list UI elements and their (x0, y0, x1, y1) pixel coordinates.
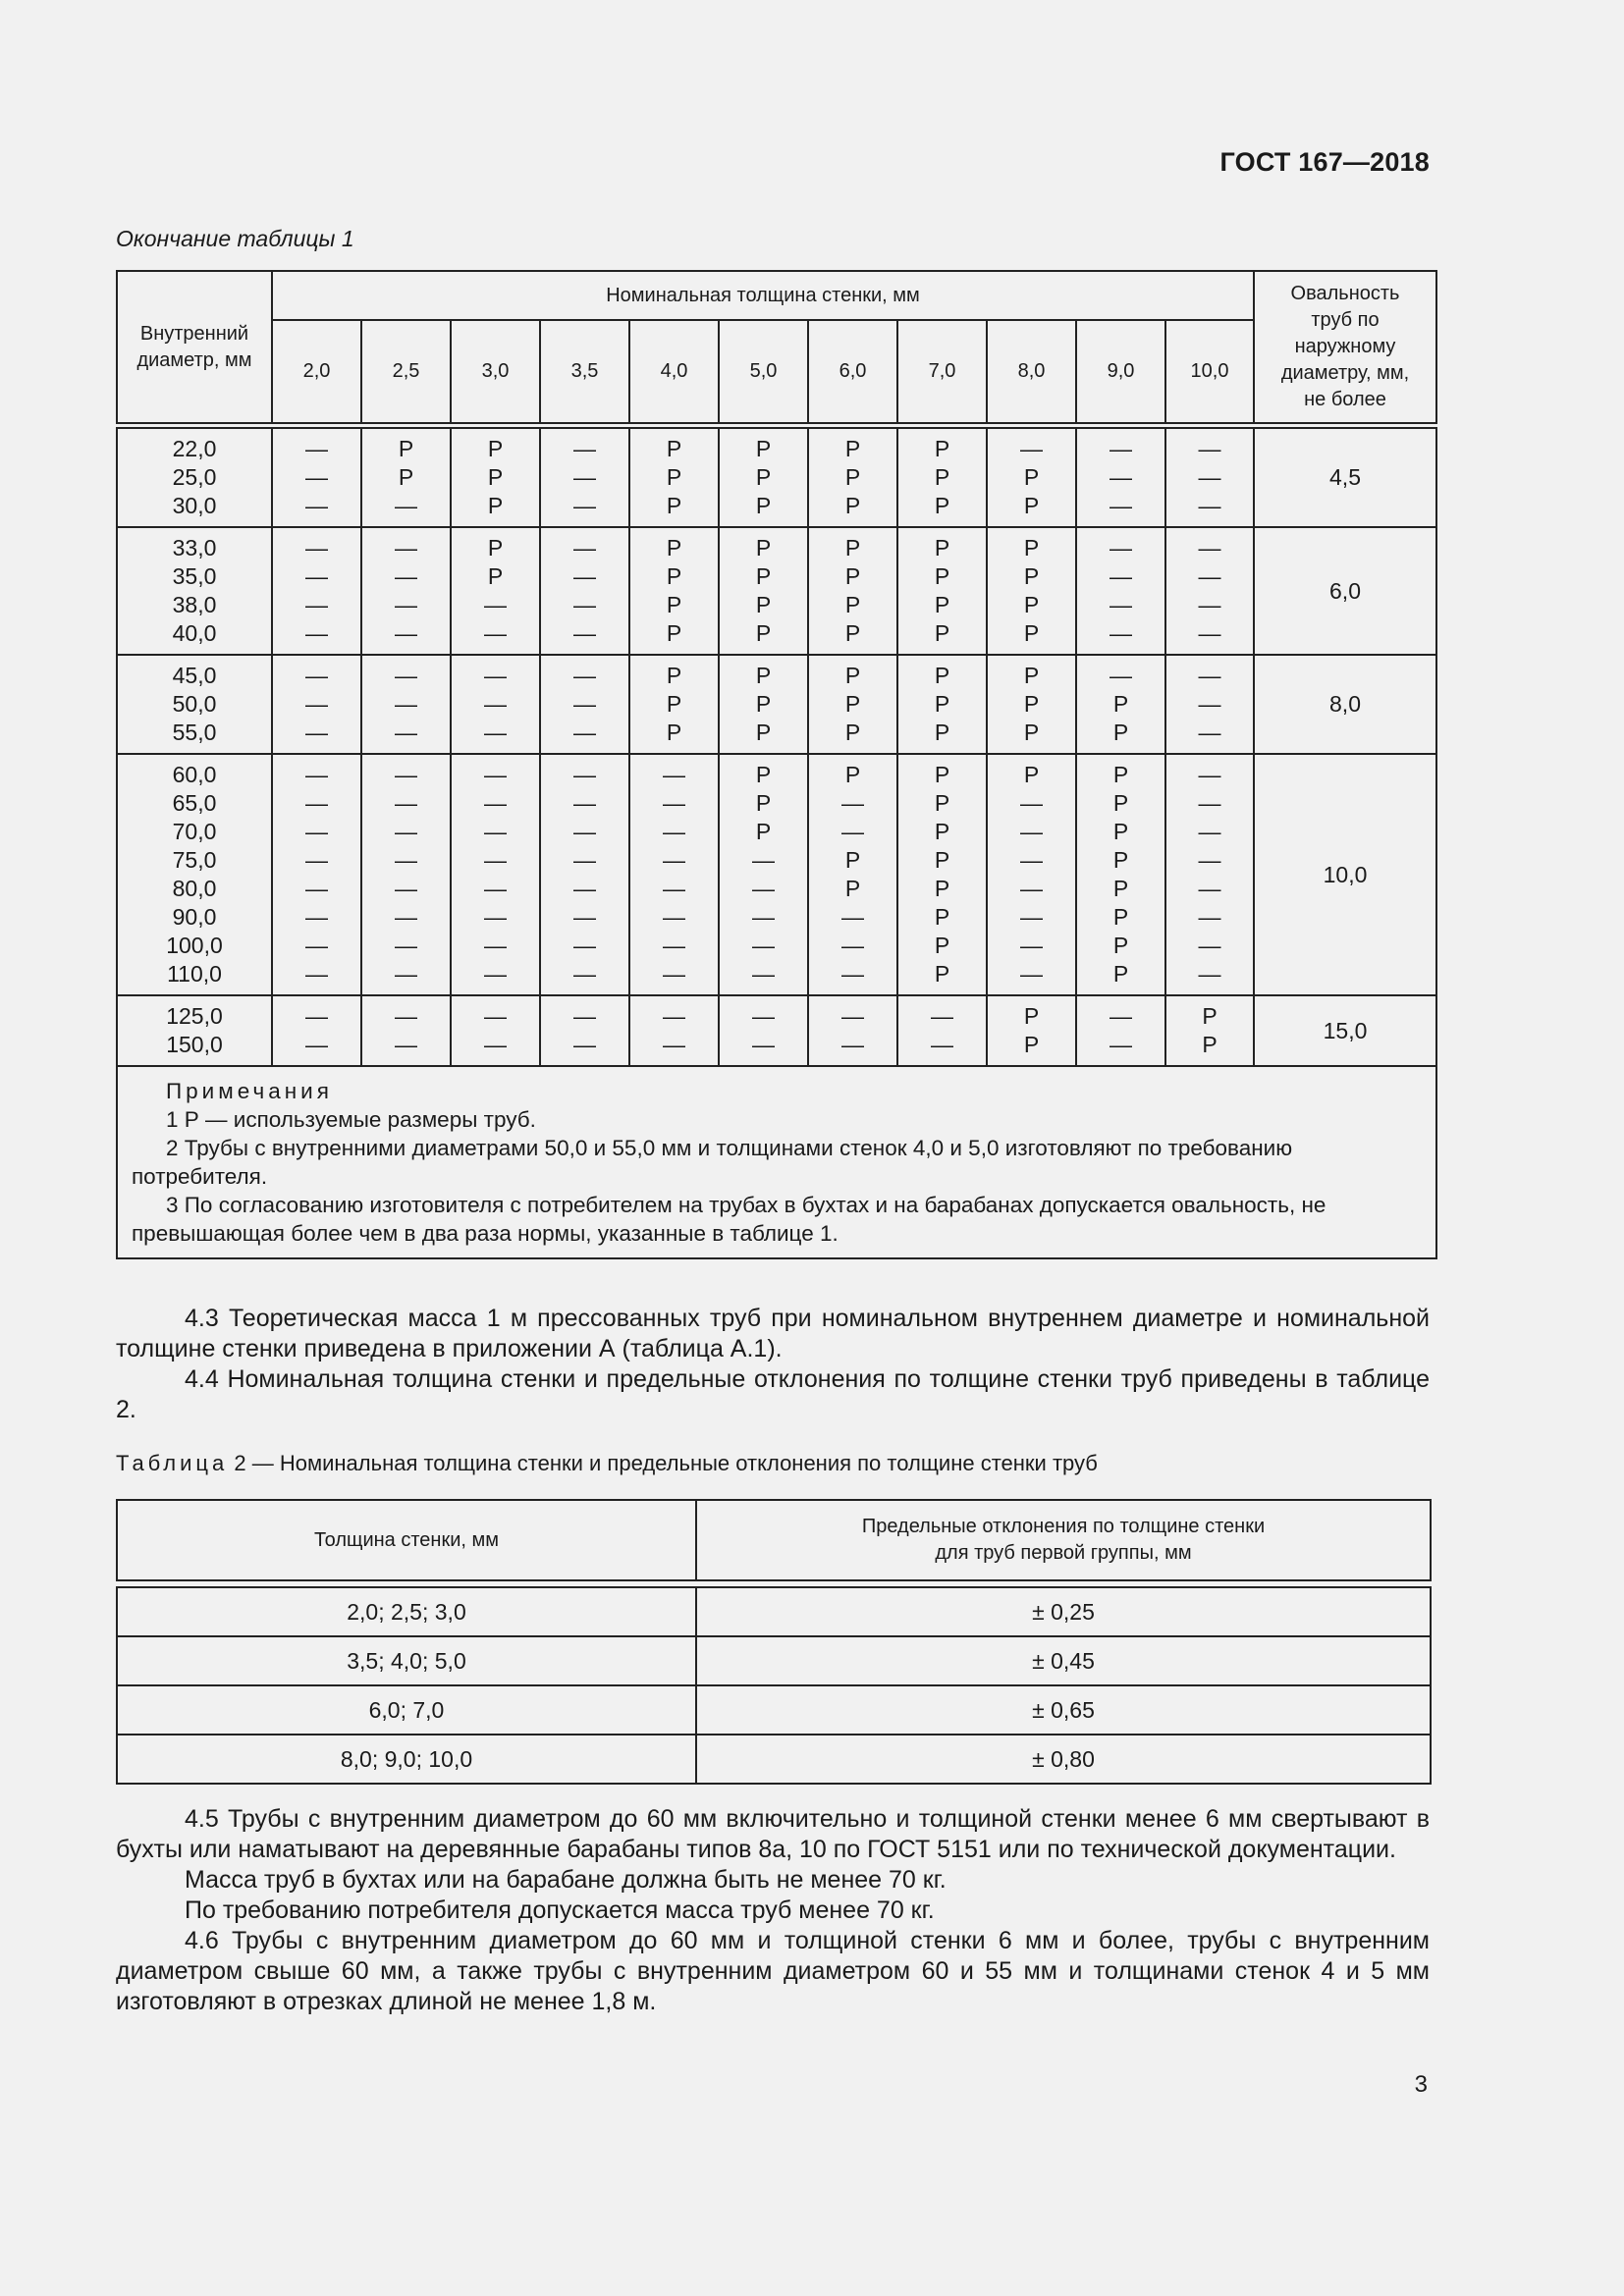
size-availability-cell (808, 754, 897, 995)
size-availability-stack: Р Р Р (755, 436, 772, 518)
table2-cell-thickness: 6,0; 7,0 (117, 1685, 696, 1735)
size-availability-stack: — — (305, 1003, 328, 1057)
size-availability-cell (1165, 655, 1254, 754)
size-availability-cell (361, 754, 451, 995)
size-availability-cell (897, 655, 987, 754)
size-availability-cell (540, 995, 629, 1066)
table-row (117, 428, 1436, 527)
table2-col-deviation (696, 1500, 1431, 1580)
diameter-value: 90,0 (172, 904, 217, 930)
size-availability-stack: — — — (573, 436, 596, 518)
col-header-thickness: 10,0 (1165, 320, 1254, 423)
size-availability-stack: Р Р Р Р (844, 535, 861, 646)
size-availability-cell (451, 995, 540, 1066)
table2-col-deviation-line1: Предельные отклонения по толщине стенки (861, 1516, 1266, 1537)
size-availability-cell (451, 655, 540, 754)
paragraph-mass: Масса труб в бухтах или на барабане должна быть не менее 70 кг. (185, 1866, 947, 1894)
table2-cell-thickness: 8,0; 9,0; 10,0 (117, 1735, 696, 1784)
size-availability-stack: Р Р Р (1023, 663, 1040, 745)
note-2: 2 Трубы с внутренними диаметрами 50,0 и 55,0 мм и толщинами стенок 4,0 и 5,0 изготовляют по требованию потребителя. (132, 1136, 1293, 1189)
diameter-cell (117, 995, 272, 1066)
diameter-value: 75,0 (172, 847, 217, 873)
size-availability-stack: — — — — (1110, 535, 1132, 646)
table1-caption: Окончание таблицы 1 (116, 226, 354, 251)
diameter-value: 150,0 (166, 1032, 223, 1057)
size-availability-cell (451, 754, 540, 995)
size-availability-cell (272, 428, 361, 527)
size-availability-stack: Р Р Р (934, 436, 950, 518)
size-availability-stack: — — — — — — — — (305, 762, 328, 987)
size-availability-stack: — Р Р (1020, 436, 1043, 518)
diameter-value: 33,0 (172, 535, 217, 561)
ovality-cell: 10,0 (1254, 754, 1436, 995)
table2-cell-deviation: ± 0,80 (696, 1735, 1431, 1784)
size-availability-stack: Р Р Р (844, 663, 861, 745)
diameter-value: 30,0 (172, 493, 217, 518)
table-row (117, 1735, 1431, 1784)
col-header-thickness: 6,0 (808, 320, 897, 423)
table1 (116, 270, 1437, 1259)
size-availability-cell (540, 754, 629, 995)
diameter-value: 55,0 (172, 720, 217, 745)
diameter-value: 110,0 (167, 961, 222, 987)
table-row (117, 1685, 1431, 1735)
size-availability-stack: Р Р Р Р Р Р Р Р (1112, 762, 1129, 987)
size-availability-stack: — — (395, 1003, 417, 1057)
size-availability-stack: — — (663, 1003, 685, 1057)
size-availability-stack: — — (841, 1003, 864, 1057)
table2 (116, 1499, 1432, 1785)
diameter-value: 50,0 (172, 691, 217, 717)
table-row (117, 1636, 1431, 1685)
size-availability-cell (719, 754, 808, 995)
size-availability-cell (361, 428, 451, 527)
size-availability-cell (897, 995, 987, 1066)
size-availability-stack: Р Р — — (484, 535, 507, 646)
ovality-cell: 15,0 (1254, 995, 1436, 1066)
col-header-diameter: Внутренний диаметр, мм (117, 271, 272, 423)
size-availability-cell (1165, 995, 1254, 1066)
diameter-value: 25,0 (172, 464, 217, 490)
diameter-value: 38,0 (172, 592, 217, 617)
size-availability-cell (808, 428, 897, 527)
size-availability-cell (1076, 527, 1165, 655)
size-availability-cell (540, 527, 629, 655)
size-availability-cell (361, 527, 451, 655)
size-availability-stack: Р Р Р Р Р Р Р Р (934, 762, 950, 987)
size-availability-cell (1076, 754, 1165, 995)
ovality-cell: 4,5 (1254, 428, 1436, 527)
diameter-value: 80,0 (172, 876, 217, 901)
size-availability-stack: — — — — — — — — (573, 762, 596, 987)
size-availability-stack: — — — (305, 436, 328, 518)
paragraph-consumer: По требованию потребителя допускается масса труб менее 70 кг. (185, 1896, 935, 1924)
size-availability-cell (272, 754, 361, 995)
size-availability-cell (540, 428, 629, 527)
ovality-cell: 6,0 (1254, 527, 1436, 655)
size-availability-stack: Р Р Р (666, 663, 682, 745)
col-header-thickness: 2,0 (272, 320, 361, 423)
table2-cell-thickness: 2,0; 2,5; 3,0 (117, 1587, 696, 1636)
size-availability-cell (719, 655, 808, 754)
size-availability-stack: — — — (305, 663, 328, 745)
ovality-cell: 8,0 (1254, 655, 1436, 754)
paragraph-block-b (116, 1804, 1430, 2017)
col-header-thickness: 2,5 (361, 320, 451, 423)
size-availability-cell (1076, 428, 1165, 527)
size-availability-cell (987, 995, 1076, 1066)
paragraph-4-5: 4.5 Трубы с внутренним диаметром до 60 мм включительно и толщиной стенки менее 6 мм свертывают в бухты или наматывают на деревянные барабаны типов 8а, 10 по ГОСТ 5151 или по технической документации. (116, 1805, 1430, 1863)
paragraph-4-6: 4.6 Трубы с внутренним диаметром до 60 мм и толщиной стенки 6 мм и более, трубы с внутренним диаметром свыше 60 мм, а также трубы с внутренним диаметром 60 и 55 мм и толщинами стенок 4 и 5 мм изготовляют в отрезках длиной не менее 1,8 м. (116, 1927, 1430, 2015)
size-availability-stack: — — — — (305, 535, 328, 646)
size-availability-cell (1076, 995, 1165, 1066)
size-availability-stack: — — — (484, 663, 507, 745)
size-availability-stack: Р Р Р Р (666, 535, 682, 646)
size-availability-stack: Р — — — — — — — (1020, 762, 1043, 987)
size-availability-stack: — — — — (1198, 535, 1221, 646)
table2-cell-deviation: ± 0,65 (696, 1685, 1431, 1735)
size-availability-stack: — — (931, 1003, 953, 1057)
diameter-value: 22,0 (172, 436, 217, 461)
size-availability-cell (1165, 527, 1254, 655)
size-availability-cell (719, 995, 808, 1066)
size-availability-stack: Р Р Р (934, 663, 950, 745)
col-header-thickness: 8,0 (987, 320, 1076, 423)
col-header-thickness: 7,0 (897, 320, 987, 423)
size-availability-cell (629, 754, 719, 995)
table1-notes (117, 1066, 1436, 1258)
size-availability-cell (987, 428, 1076, 527)
size-availability-stack: — — (573, 1003, 596, 1057)
note-3: 3 По согласованию изготовителя с потребителем на трубах в бухтах и на барабанах допускается овальность, не превышающая более чем в два раза нормы, указанные в таблице 1. (132, 1193, 1326, 1246)
diameter-cell (117, 754, 272, 995)
diameter-value: 45,0 (172, 663, 217, 688)
diameter-cell (117, 655, 272, 754)
size-availability-stack: Р Р (1202, 1003, 1218, 1057)
standard-header: ГОСТ 167—2018 (1219, 147, 1430, 177)
size-availability-stack: — — — (395, 663, 417, 745)
size-availability-stack: Р Р Р — — — — — (752, 762, 775, 987)
size-availability-stack: Р Р Р (487, 436, 504, 518)
table2-cell-deviation: ± 0,45 (696, 1636, 1431, 1685)
size-availability-cell (540, 655, 629, 754)
size-availability-cell (808, 527, 897, 655)
size-availability-cell (272, 527, 361, 655)
size-availability-stack: — — — — — — — — (1198, 762, 1221, 987)
size-availability-stack: Р Р (1023, 1003, 1040, 1057)
size-availability-cell (1076, 655, 1165, 754)
table-row (117, 1587, 1431, 1636)
table-row (117, 527, 1436, 655)
paragraph-4-4: 4.4 Номинальная толщина стенки и предельные отклонения по толщине стенки труб приведены в таблице 2. (116, 1365, 1430, 1423)
size-availability-cell (272, 655, 361, 754)
size-availability-stack: Р Р — (395, 436, 417, 518)
size-availability-stack: — — (1110, 1003, 1132, 1057)
table2-caption-word: Таблица (116, 1451, 229, 1475)
diameter-cell (117, 527, 272, 655)
size-availability-cell (361, 995, 451, 1066)
size-availability-stack: — — — (1198, 663, 1221, 745)
col-header-thickness-group: Номинальная толщина стенки, мм (272, 271, 1254, 320)
diameter-value: 40,0 (172, 620, 217, 646)
paragraph-4-3: 4.3 Теоретическая масса 1 м прессованных труб при номинальном внутреннем диаметре и номинальной толщине стенки приведена в приложении А (таблица А.1). (116, 1305, 1430, 1362)
size-availability-stack: Р Р Р (844, 436, 861, 518)
size-availability-stack: — Р Р (1110, 663, 1132, 745)
size-availability-stack: Р Р Р Р (1023, 535, 1040, 646)
table2-col-deviation-line2: для труб первой группы, мм (935, 1542, 1192, 1564)
diameter-value: 60,0 (172, 762, 217, 787)
size-availability-stack: — — (752, 1003, 775, 1057)
col-header-thickness: 9,0 (1076, 320, 1165, 423)
diameter-value: 100,0 (166, 933, 223, 958)
size-availability-cell (629, 527, 719, 655)
size-availability-cell (897, 527, 987, 655)
size-availability-cell (987, 527, 1076, 655)
notes-title: Примечания (166, 1079, 333, 1103)
size-availability-cell (629, 428, 719, 527)
table2-caption (116, 1451, 1098, 1476)
size-availability-cell (451, 428, 540, 527)
size-availability-cell (272, 995, 361, 1066)
size-availability-cell (897, 428, 987, 527)
note-1: 1 Р — используемые размеры труб. (166, 1107, 536, 1132)
table-row (117, 995, 1436, 1066)
size-availability-stack: — — — — — — — — (663, 762, 685, 987)
paragraph-block-a (116, 1304, 1430, 1425)
size-availability-stack: Р — — Р Р — — — (841, 762, 864, 987)
size-availability-cell (987, 754, 1076, 995)
size-availability-cell (897, 754, 987, 995)
page-number: 3 (1414, 2071, 1428, 2098)
size-availability-cell (1165, 428, 1254, 527)
diameter-value: 65,0 (172, 790, 217, 816)
size-availability-cell (1165, 754, 1254, 995)
col-header-thickness: 4,0 (629, 320, 719, 423)
size-availability-cell (719, 527, 808, 655)
size-availability-stack: Р Р Р (755, 663, 772, 745)
table2-cell-deviation: ± 0,25 (696, 1587, 1431, 1636)
size-availability-cell (629, 655, 719, 754)
size-availability-cell (451, 527, 540, 655)
size-availability-cell (719, 428, 808, 527)
size-availability-stack: — — — (1110, 436, 1132, 518)
size-availability-stack: — — — — — — — — (484, 762, 507, 987)
diameter-value: 125,0 (166, 1003, 223, 1029)
size-availability-stack: — — — (573, 663, 596, 745)
col-header-thickness: 3,5 (540, 320, 629, 423)
size-availability-cell (808, 655, 897, 754)
table2-col-thickness: Толщина стенки, мм (117, 1500, 696, 1580)
size-availability-stack: Р Р Р Р (755, 535, 772, 646)
size-availability-cell (987, 655, 1076, 754)
diameter-value: 70,0 (172, 819, 217, 844)
table2-caption-text: 2 — Номинальная толщина стенки и предельные отклонения по толщине стенки труб (234, 1451, 1098, 1475)
size-availability-cell (629, 995, 719, 1066)
size-availability-stack: — — — — (573, 535, 596, 646)
size-availability-stack: — — (484, 1003, 507, 1057)
size-availability-stack: Р Р Р (666, 436, 682, 518)
diameter-cell (117, 428, 272, 527)
size-availability-stack: Р Р Р Р (934, 535, 950, 646)
size-availability-stack: — — — — — — — — (395, 762, 417, 987)
col-header-thickness: 5,0 (719, 320, 808, 423)
table-row (117, 655, 1436, 754)
col-header-thickness: 3,0 (451, 320, 540, 423)
col-header-ovality: Овальность труб по наружному диаметру, мм, не более (1254, 271, 1436, 423)
table2-cell-thickness: 3,5; 4,0; 5,0 (117, 1636, 696, 1685)
size-availability-stack: — — — (1198, 436, 1221, 518)
size-availability-stack: — — — — (395, 535, 417, 646)
diameter-value: 35,0 (172, 563, 217, 589)
size-availability-cell (808, 995, 897, 1066)
table-row (117, 754, 1436, 995)
size-availability-cell (361, 655, 451, 754)
